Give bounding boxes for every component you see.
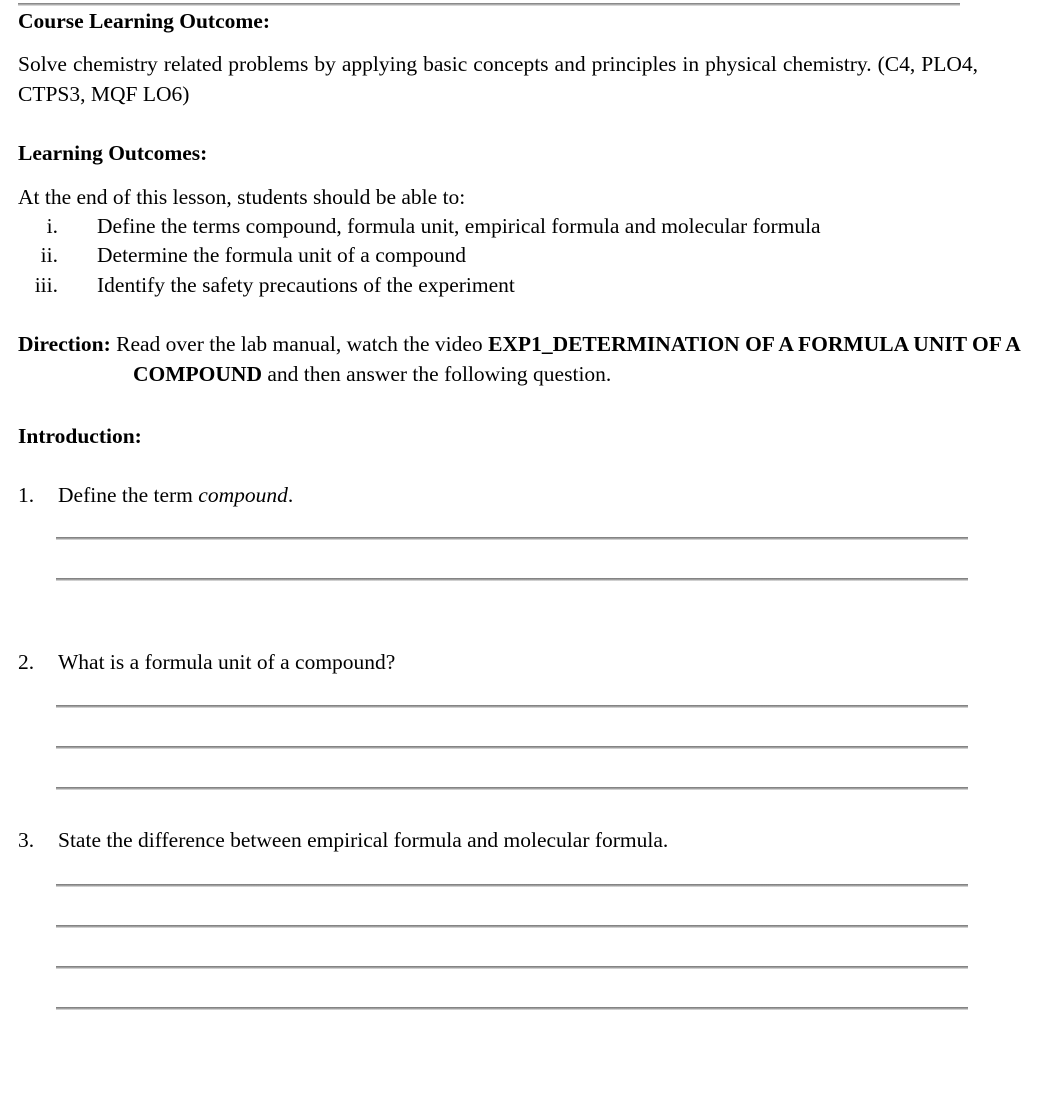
list-item-marker: ii. — [40, 243, 58, 268]
question-item — [18, 481, 978, 510]
answer-line[interactable] — [56, 884, 968, 887]
learning-outcomes-intro: At the end of this lesson, students should be able to: — [18, 185, 466, 209]
list-item-marker: iii. — [34, 272, 58, 297]
course-learning-outcome-body: Solve chemistry related problems by applying basic concepts and principles in physical chemistry. (C4, PLO4, CTPS3, MQF LO6) — [18, 52, 978, 106]
question-text-plain: What is a formula unit of a compound? — [58, 650, 396, 674]
introduction-heading: Introduction: — [18, 424, 142, 448]
question-item — [18, 826, 978, 855]
answer-line[interactable] — [56, 787, 968, 790]
list-item — [18, 212, 978, 241]
question-text-plain: Define the term — [58, 483, 199, 507]
question-text-tail: . — [287, 483, 294, 507]
answer-line[interactable] — [56, 578, 968, 581]
direction-label: Direction: — [18, 332, 111, 356]
question-number: 2. — [18, 650, 35, 674]
question-text — [58, 826, 978, 855]
answer-line[interactable] — [56, 925, 968, 928]
direction-video-title: EXP1_DETERMINATION OF A FORMULA UNIT OF A COMPOUND — [133, 332, 1020, 386]
question-text — [58, 648, 978, 677]
question-number: 1. — [18, 483, 35, 507]
answer-line[interactable] — [56, 1007, 968, 1010]
answer-line[interactable] — [56, 705, 968, 708]
top-divider-rule — [18, 3, 960, 6]
direction-text-before: Read over the lab manual, watch the video — [110, 332, 489, 356]
answer-line[interactable] — [56, 966, 968, 969]
question-italic-term: compound — [198, 483, 288, 507]
list-item-label: Identify the safety precautions of the experiment — [97, 272, 515, 297]
question-text — [58, 481, 978, 510]
question-text-plain: State the difference between empirical formula and molecular formula. — [58, 828, 669, 852]
learning-outcomes-list — [18, 212, 978, 300]
answer-line[interactable] — [56, 746, 968, 749]
direction-text-after: and then answer the following question. — [261, 361, 612, 386]
question-item — [18, 648, 978, 677]
list-item-label: Determine the formula unit of a compound — [97, 243, 466, 268]
direction-block — [18, 330, 1052, 389]
list-item-label: Define the terms compound, formula unit, empirical formula and molecular formula — [97, 214, 821, 238]
list-item — [18, 271, 978, 300]
learning-outcomes-heading: Learning Outcomes: — [18, 141, 208, 165]
list-item — [18, 241, 978, 270]
answer-line[interactable] — [56, 537, 968, 540]
list-item-marker: i. — [46, 214, 58, 238]
question-number: 3. — [18, 828, 35, 852]
course-learning-outcome-heading: Course Learning Outcome: — [18, 9, 270, 33]
